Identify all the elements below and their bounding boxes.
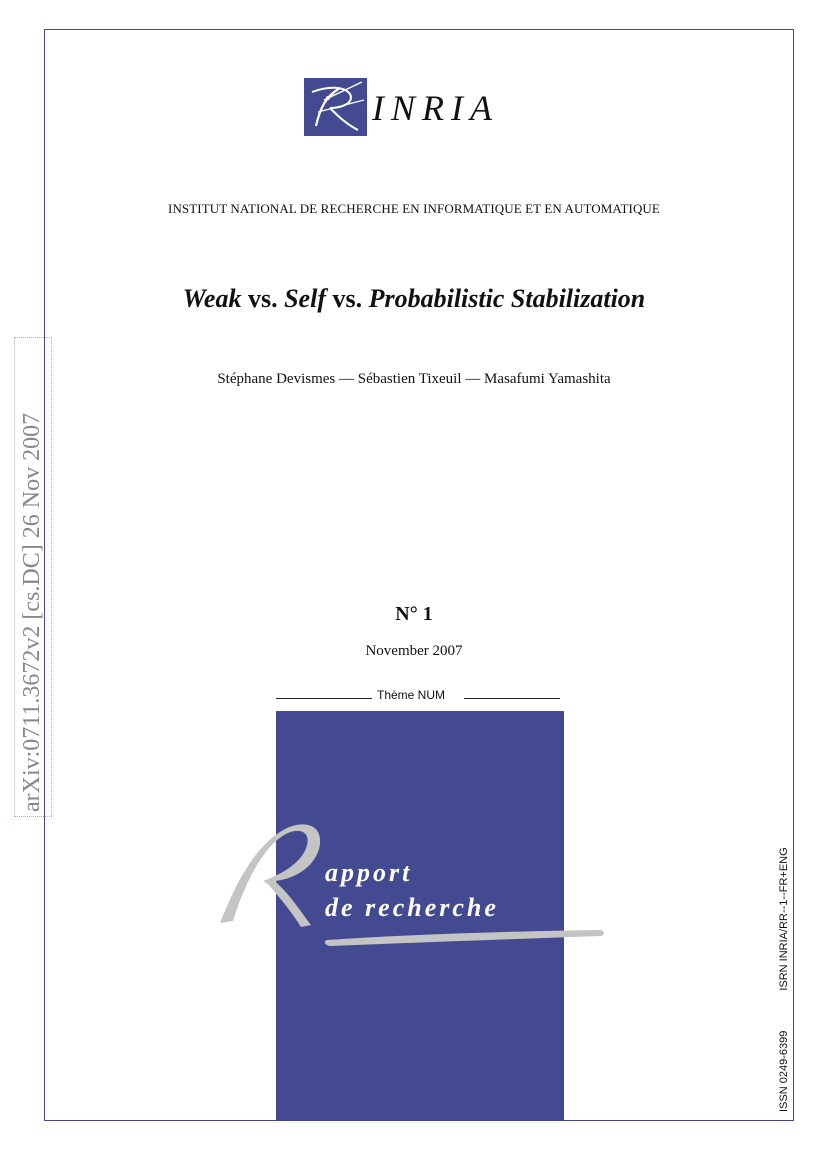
inria-logo [304,78,534,140]
theme-rule-left [276,698,372,699]
theme-rule-right [464,698,560,699]
institute-name: INSTITUT NATIONAL DE RECHERCHE EN INFORMATIQUE ET EN AUTOMATIQUE [168,201,660,216]
isrn-code: ISRN INRIA/RR--1--FR+ENG [778,847,790,991]
title-probabilistic: Probabilistic Stabilization [368,284,646,313]
theme-row [276,688,564,704]
inria-logo-icon [304,78,367,136]
title-vs-1: vs. [241,284,285,313]
report-type-line1: apport [325,858,413,887]
title-self: Self [284,284,326,313]
report-date: November 2007 [365,643,463,659]
title-vs-2: vs. [325,284,369,313]
report-number: N° 1 [395,603,433,625]
arxiv-identifier: arXiv:0711.3672v2 [cs.DC] 26 Nov 2007 [14,337,52,817]
issn-number: ISSN 0249-6399 [778,1030,790,1112]
inria-wordmark: INRIA [372,88,499,128]
report-type-line2: de recherche [325,893,499,922]
theme-label: Thème NUM [377,688,446,702]
issn-isrn-strip [778,847,790,1112]
rapport-r-swoosh-icon [215,815,610,950]
title-weak: Weak [182,284,242,313]
author-list: Stéphane Devismes — Sébastien Tixeuil — Masafumi Yamashita [217,371,611,387]
report-title [0,284,828,314]
